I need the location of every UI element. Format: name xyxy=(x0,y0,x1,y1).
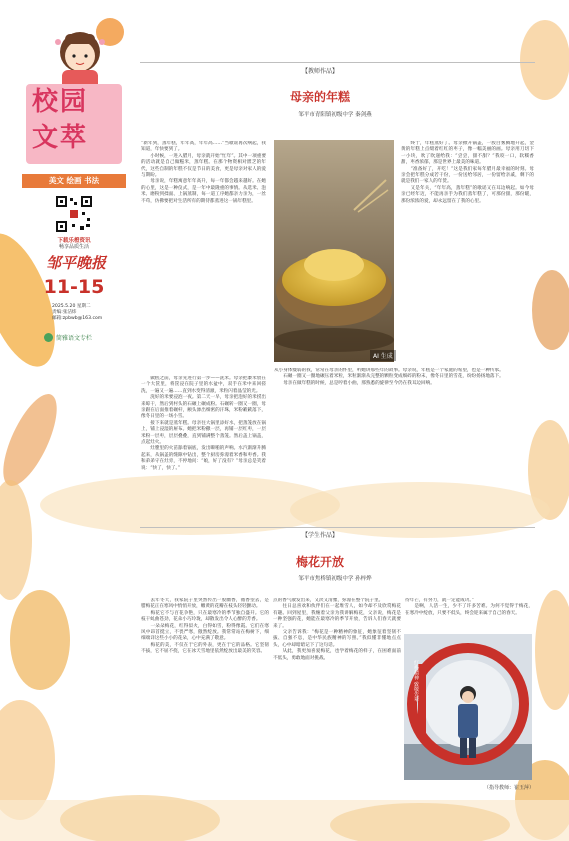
article1-col2: 做糕之前，母亲先进行第一步——洗米。母亲把黍米放在一个大筐里，将筐浸在院子里的水盆中，双手在米中来回搓洗，一遍又一遍……直到水变得清澈，米粒闪着晶莹的光。 洗好的米要浸泡一夜。第二天一早，母亲把泡好的米捞出来晾干，然后到村头的石碾上碾成粉。石碾转一圈又一圈，母亲跟在后面推着碾杆，额头渗出细密的汗珠，米粉簌簌落下，像冬日里的一场小雪。 接下来就是蒸年糕。母亲往大锅里添好水，把蒸笼放在锅上，铺上浸湿的屉布。她把米粉撒一层，再铺一层红枣，一层米粉一层枣，层层叠叠，直到铺满整个蒸笼。然后盖上锅盖，点起灶火。 灶膛里的火苗舔着锅底，发出噼啪的声响。水汽渐渐升腾起来，从锅盖的缝隙中钻出，整个厨房弥漫着米香和枣香。我和弟弟守在灶旁，不停地问：“娘，好了没有？”母亲总是笑着说：“快了，快了。” xyxy=(141,376,266,471)
editor-credit: 责编:张洁炜 xyxy=(52,310,77,315)
article1-bottom: 从小身体瘦弱的我，常常在母亲的怀里，听她讲那些年的故事。母亲说，年糕是一个家庭的希望，也是一种传承。 石碾一圈又一圈地碾压着米粒，米粒渐渐从完整的颗粒变成细碎的粉末，像冬日里的雪花，纷纷扬扬地落下。 母亲在做年糕的时候，总是哼着小曲，那熟悉的旋律至今仍在我耳边回响。 xyxy=(274,368,504,386)
page-number: 11-15 xyxy=(43,276,105,298)
qr-subcaption: 畅享品质生活 xyxy=(58,244,89,250)
article2-title: 梅花开放 xyxy=(295,555,344,569)
millet-photo xyxy=(274,140,394,362)
article2-section-tag: 【学生作品】 xyxy=(301,532,338,539)
student-photo xyxy=(404,634,532,780)
newspaper-logo: 邹平晚报 xyxy=(45,254,106,272)
contact-email: 邮箱:zpbwb@163.com xyxy=(52,316,103,321)
qr-caption: 下载乐橙资讯 xyxy=(57,238,91,244)
article1-top-rule xyxy=(140,62,535,63)
column-title-line2: 文萃 xyxy=(32,123,89,153)
masthead xyxy=(22,22,133,352)
qr-code[interactable] xyxy=(54,194,94,234)
article1-byline: 邹平市青阳镇初级中学 秦剑燕 xyxy=(298,112,372,118)
article2-col2: 点的香气散发出来，又淡又清雅，弥漫在整个院子里。 往日总喜欢和伙伴们在一起堆雪人，如今却不及欣赏梅花有趣。回到屋里，我缠着父亲为我讲解梅花，父亲说，梅花是一种坚强的花，她能在最寒冷的季节开放，告诉人们春天就要来了。 父亲告诉我：“梅花是一种精神的象征，她象征着坚韧不拔、自强不息，是中华民族精神的写照。”我似懂非懂地点点头，心中却暗暗记下了这句话。 从此，我更加喜爱梅花，也学着梅花的样子，在困难面前不低头，勇敢地面对挑战。 xyxy=(273,598,401,661)
article1-section-tag: 【教师作品】 xyxy=(301,68,338,75)
sponsor-name: 简雅语文专栏 xyxy=(56,335,93,342)
column-tags: 美文 绘画 书法 xyxy=(48,176,100,185)
girl-illustration xyxy=(40,22,120,92)
article1-col1: “新年到，蒸年糕，年年高，年年高……”当歌谣再次响起，我知道，年快要到了。 小时候，一进入腊月，母亲就开始“忙年”。其中一项重要的活动就是自己做糍米，蒸年糕。在那个物资相对匮乏的年代，这些自制的年糕不仅是节日的美食，更是母亲对家人的爱与期盼。 母亲说，年糕寓意年年高升，每一年都会越来越好。在她的心里，这是一种仪式，是一年中最隆重的事情。从选米、泡米、磨粉到揉面、上锅蒸制，每一道工序她都亲力亲为，一丝不苟，仿佛要把对生活所有的期待都蒸进这一锅年糕里。 xyxy=(141,141,266,204)
article2-top-rule xyxy=(140,527,535,528)
issue-date: 2025.5.20 星期二 xyxy=(52,304,91,309)
article2-byline: 邹平市焦桥镇初级中学 孙梓烨 xyxy=(298,576,372,582)
student-photo-banner: 红梅精神 致敬先辈 xyxy=(413,660,419,702)
article2-col3: 待年芒，有努力，就一定能成功。” 是啊，人活一生，少不了许多苦难。为何不觉得于梅花，在寒冷中绽放，只要不低头，终会迎来属于自己的春天。 xyxy=(405,598,533,616)
article1-photo-credit: AI 生成 xyxy=(370,350,396,361)
article2-instructor-credit: （指导教师：崔玉萍） xyxy=(483,785,534,791)
sponsor-leaf-icon xyxy=(44,333,53,342)
article1-col3: 终于，年糕蒸好了。母亲掀开锅盖，一股白雾腾地升起，金黄的年糕上点缀着红红的枣子，像一幅美丽的画。母亲用刀切下一小块，吹了吹递给我：“尝尝，甜不甜？”我咬一口，软糯香甜，枣香浓郁，那是世界上最美的味道。 “准备好了，开吃！”这是我们家每年腊月最幸福的时刻。母亲会把年糕分成若干份，一份送给邻居，一份留给亲戚，剩下的就是我们一家人的年货。 又是年关，“年年高，蒸年糕”的歌谣又在耳边响起。如今母亲已经年迈，不能再亲手为我们蒸年糕了，可那份甜，那份暖，那份浓浓的爱，却永远留在了我的心里。 xyxy=(401,141,534,204)
column-title-line1: 校园 xyxy=(32,87,89,117)
article1-title: 母亲的年糕 xyxy=(289,90,350,104)
article2-col1: 去年冬天，我家院子里突然传出一股幽香，循香望去，是腊梅花正在寒风中悄悄开放，嫩黄的花瓣在枝头轻轻颤动。 梅花它不与百花争艳，只在最寒冷的季节独自盛开。它的枝干虬曲苍劲，花朵小巧玲珑，却散发出令人心醉的芳香。 一朵朵梅花，红得似火，白得如雪，粉得像霞。它们在寒风中昂首挺立，不畏严寒，傲然绽放。我常常站在梅树下，细细端详这些小小的花朵，心中充满了敬意。 梅花的美，不仅在于它的外表，更在于它的品格。它坚韧不拔，它不屈不挠，它在冰天雪地里依然绽放出最美的笑容。 xyxy=(141,598,269,655)
